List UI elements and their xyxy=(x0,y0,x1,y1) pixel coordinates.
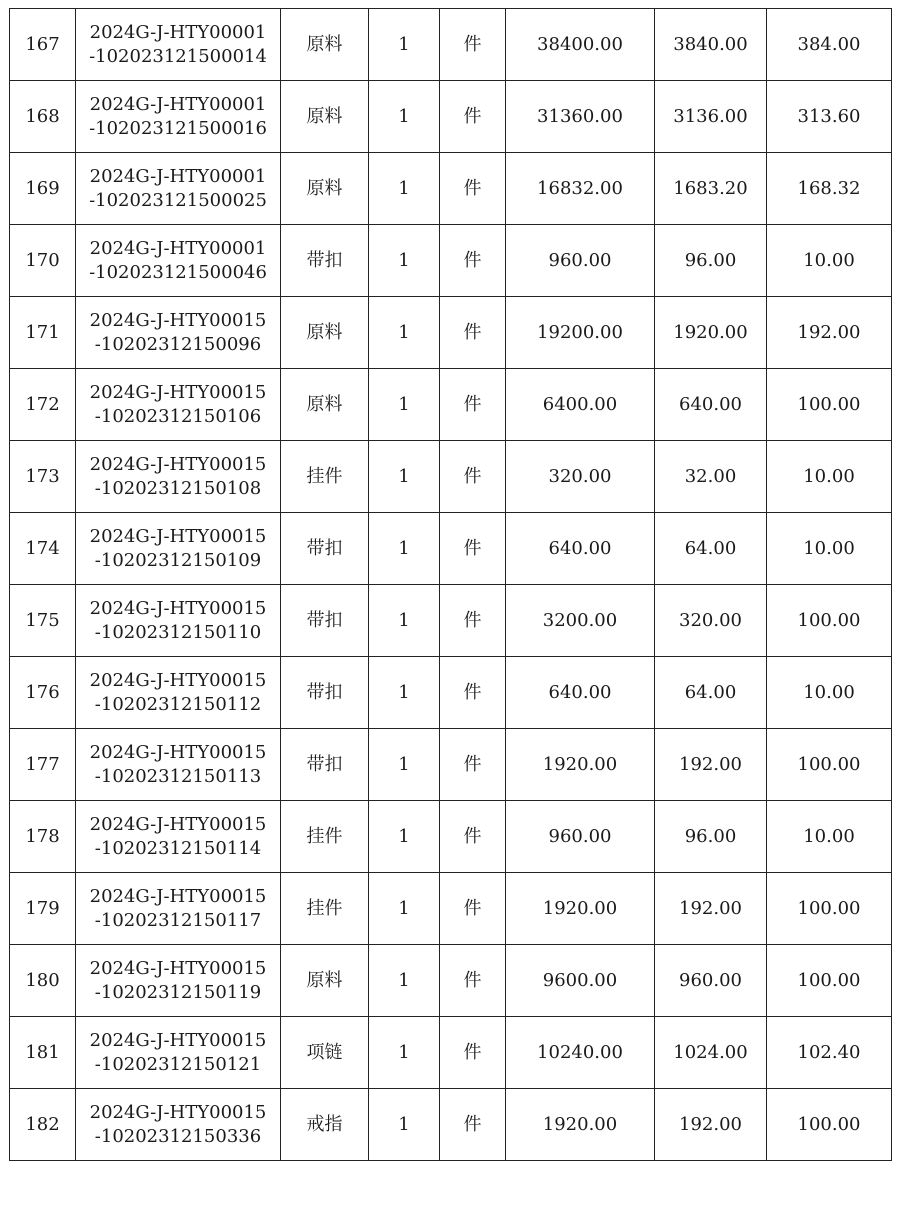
code-cell xyxy=(76,873,281,945)
quantity-cell: 1 xyxy=(369,369,440,441)
value-2-cell: 640.00 xyxy=(655,369,767,441)
table-row xyxy=(10,153,892,225)
code-cell xyxy=(76,513,281,585)
code-line-1: 2024G-J-HTY00015 xyxy=(89,310,267,332)
unit-cell: 件 xyxy=(440,1089,506,1161)
table-row xyxy=(10,225,892,297)
row-number-cell: 181 xyxy=(10,1017,76,1089)
item-name-cell: 原料 xyxy=(281,369,369,441)
value-3-cell: 313.60 xyxy=(767,81,892,153)
code-line-1: 2024G-J-HTY00001 xyxy=(89,166,267,188)
code-cell xyxy=(76,369,281,441)
quantity-cell: 1 xyxy=(369,729,440,801)
item-name-cell: 原料 xyxy=(281,81,369,153)
code-line-2: -102023121500046 xyxy=(89,261,267,283)
value-3-cell: 10.00 xyxy=(767,801,892,873)
table-row xyxy=(10,873,892,945)
code-cell xyxy=(76,9,281,81)
quantity-cell: 1 xyxy=(369,585,440,657)
code-line-1: 2024G-J-HTY00015 xyxy=(89,598,267,620)
item-name-cell: 带扣 xyxy=(281,585,369,657)
code-line-2: -10202312150113 xyxy=(94,765,262,787)
table-row xyxy=(10,585,892,657)
value-3-cell: 100.00 xyxy=(767,729,892,801)
unit-cell: 件 xyxy=(440,801,506,873)
quantity-cell: 1 xyxy=(369,9,440,81)
amount-cell: 3200.00 xyxy=(506,585,655,657)
code-line-2: -102023121500025 xyxy=(89,189,267,211)
code-cell xyxy=(76,801,281,873)
code-line-2: -10202312150336 xyxy=(94,1125,262,1147)
quantity-cell: 1 xyxy=(369,441,440,513)
table-row xyxy=(10,513,892,585)
row-number-cell: 172 xyxy=(10,369,76,441)
unit-cell: 件 xyxy=(440,297,506,369)
table-row xyxy=(10,81,892,153)
code-line-1: 2024G-J-HTY00015 xyxy=(89,1030,267,1052)
table-row xyxy=(10,1089,892,1161)
quantity-cell: 1 xyxy=(369,945,440,1017)
table-row xyxy=(10,801,892,873)
amount-cell: 16832.00 xyxy=(506,153,655,225)
code-line-1: 2024G-J-HTY00015 xyxy=(89,814,267,836)
unit-cell: 件 xyxy=(440,153,506,225)
code-cell xyxy=(76,81,281,153)
row-number-cell: 168 xyxy=(10,81,76,153)
value-2-cell: 64.00 xyxy=(655,513,767,585)
code-line-1: 2024G-J-HTY00015 xyxy=(89,742,267,764)
item-name-cell: 带扣 xyxy=(281,513,369,585)
table-row xyxy=(10,729,892,801)
code-line-2: -10202312150119 xyxy=(94,981,262,1003)
amount-cell: 31360.00 xyxy=(506,81,655,153)
item-name-cell: 带扣 xyxy=(281,225,369,297)
value-2-cell: 1024.00 xyxy=(655,1017,767,1089)
item-name-cell: 挂件 xyxy=(281,873,369,945)
code-line-2: -10202312150117 xyxy=(94,909,262,931)
code-line-2: -10202312150106 xyxy=(94,405,262,427)
unit-cell: 件 xyxy=(440,81,506,153)
value-2-cell: 96.00 xyxy=(655,801,767,873)
code-line-2: -102023121500014 xyxy=(89,45,267,67)
code-line-1: 2024G-J-HTY00015 xyxy=(89,526,267,548)
code-line-1: 2024G-J-HTY00015 xyxy=(89,886,267,908)
quantity-cell: 1 xyxy=(369,657,440,729)
amount-cell: 960.00 xyxy=(506,801,655,873)
quantity-cell: 1 xyxy=(369,873,440,945)
value-3-cell: 10.00 xyxy=(767,657,892,729)
row-number-cell: 171 xyxy=(10,297,76,369)
code-line-2: -102023121500016 xyxy=(89,117,267,139)
code-line-2: -10202312150112 xyxy=(94,693,262,715)
amount-cell: 960.00 xyxy=(506,225,655,297)
value-2-cell: 192.00 xyxy=(655,873,767,945)
code-cell xyxy=(76,729,281,801)
quantity-cell: 1 xyxy=(369,153,440,225)
row-number-cell: 174 xyxy=(10,513,76,585)
item-name-cell: 原料 xyxy=(281,945,369,1017)
code-line-2: -10202312150121 xyxy=(94,1053,262,1075)
table-row xyxy=(10,945,892,1017)
unit-cell: 件 xyxy=(440,873,506,945)
code-line-1: 2024G-J-HTY00015 xyxy=(89,1102,267,1124)
code-line-2: -10202312150110 xyxy=(94,621,262,643)
row-number-cell: 175 xyxy=(10,585,76,657)
code-cell xyxy=(76,441,281,513)
item-name-cell: 原料 xyxy=(281,9,369,81)
unit-cell: 件 xyxy=(440,585,506,657)
code-line-2: -10202312150108 xyxy=(94,477,262,499)
code-line-1: 2024G-J-HTY00015 xyxy=(89,382,267,404)
amount-cell: 38400.00 xyxy=(506,9,655,81)
value-2-cell: 1683.20 xyxy=(655,153,767,225)
value-2-cell: 192.00 xyxy=(655,729,767,801)
row-number-cell: 176 xyxy=(10,657,76,729)
table-row xyxy=(10,369,892,441)
amount-cell: 9600.00 xyxy=(506,945,655,1017)
unit-cell: 件 xyxy=(440,225,506,297)
row-number-cell: 173 xyxy=(10,441,76,513)
value-3-cell: 168.32 xyxy=(767,153,892,225)
value-3-cell: 384.00 xyxy=(767,9,892,81)
code-cell xyxy=(76,297,281,369)
code-line-2: -10202312150096 xyxy=(94,333,262,355)
code-cell xyxy=(76,1017,281,1089)
amount-cell: 640.00 xyxy=(506,513,655,585)
unit-cell: 件 xyxy=(440,441,506,513)
value-3-cell: 100.00 xyxy=(767,585,892,657)
value-2-cell: 64.00 xyxy=(655,657,767,729)
table-row xyxy=(10,297,892,369)
item-name-cell: 带扣 xyxy=(281,657,369,729)
amount-cell: 1920.00 xyxy=(506,729,655,801)
amount-cell: 640.00 xyxy=(506,657,655,729)
code-line-1: 2024G-J-HTY00001 xyxy=(89,22,267,44)
amount-cell: 6400.00 xyxy=(506,369,655,441)
value-2-cell: 1920.00 xyxy=(655,297,767,369)
quantity-cell: 1 xyxy=(369,1089,440,1161)
quantity-cell: 1 xyxy=(369,225,440,297)
row-number-cell: 182 xyxy=(10,1089,76,1161)
item-name-cell: 原料 xyxy=(281,297,369,369)
code-cell xyxy=(76,657,281,729)
code-line-2: -10202312150114 xyxy=(94,837,262,859)
value-3-cell: 100.00 xyxy=(767,873,892,945)
value-2-cell: 960.00 xyxy=(655,945,767,1017)
value-3-cell: 10.00 xyxy=(767,225,892,297)
unit-cell: 件 xyxy=(440,9,506,81)
code-line-1: 2024G-J-HTY00001 xyxy=(89,94,267,116)
item-name-cell: 戒指 xyxy=(281,1089,369,1161)
code-cell xyxy=(76,945,281,1017)
row-number-cell: 170 xyxy=(10,225,76,297)
unit-cell: 件 xyxy=(440,657,506,729)
item-name-cell: 项链 xyxy=(281,1017,369,1089)
items-table xyxy=(9,8,892,1161)
value-3-cell: 10.00 xyxy=(767,441,892,513)
code-cell xyxy=(76,1089,281,1161)
quantity-cell: 1 xyxy=(369,1017,440,1089)
unit-cell: 件 xyxy=(440,513,506,585)
table-row xyxy=(10,9,892,81)
unit-cell: 件 xyxy=(440,729,506,801)
table-row xyxy=(10,657,892,729)
code-cell xyxy=(76,225,281,297)
code-line-1: 2024G-J-HTY00015 xyxy=(89,958,267,980)
unit-cell: 件 xyxy=(440,1017,506,1089)
item-name-cell: 挂件 xyxy=(281,441,369,513)
item-name-cell: 挂件 xyxy=(281,801,369,873)
row-number-cell: 178 xyxy=(10,801,76,873)
value-3-cell: 100.00 xyxy=(767,369,892,441)
quantity-cell: 1 xyxy=(369,513,440,585)
value-3-cell: 100.00 xyxy=(767,1089,892,1161)
amount-cell: 10240.00 xyxy=(506,1017,655,1089)
value-3-cell: 102.40 xyxy=(767,1017,892,1089)
value-3-cell: 10.00 xyxy=(767,513,892,585)
unit-cell: 件 xyxy=(440,369,506,441)
code-line-1: 2024G-J-HTY00015 xyxy=(89,670,267,692)
table-row xyxy=(10,1017,892,1089)
row-number-cell: 177 xyxy=(10,729,76,801)
unit-cell: 件 xyxy=(440,945,506,1017)
quantity-cell: 1 xyxy=(369,801,440,873)
table-body xyxy=(10,9,892,1161)
item-name-cell: 带扣 xyxy=(281,729,369,801)
amount-cell: 1920.00 xyxy=(506,873,655,945)
code-cell xyxy=(76,153,281,225)
table-row xyxy=(10,441,892,513)
value-3-cell: 192.00 xyxy=(767,297,892,369)
value-2-cell: 192.00 xyxy=(655,1089,767,1161)
quantity-cell: 1 xyxy=(369,297,440,369)
amount-cell: 1920.00 xyxy=(506,1089,655,1161)
amount-cell: 19200.00 xyxy=(506,297,655,369)
amount-cell: 320.00 xyxy=(506,441,655,513)
value-2-cell: 3136.00 xyxy=(655,81,767,153)
value-2-cell: 96.00 xyxy=(655,225,767,297)
row-number-cell: 180 xyxy=(10,945,76,1017)
quantity-cell: 1 xyxy=(369,81,440,153)
row-number-cell: 179 xyxy=(10,873,76,945)
value-3-cell: 100.00 xyxy=(767,945,892,1017)
item-name-cell: 原料 xyxy=(281,153,369,225)
code-line-2: -10202312150109 xyxy=(94,549,262,571)
value-2-cell: 3840.00 xyxy=(655,9,767,81)
code-cell xyxy=(76,585,281,657)
code-line-1: 2024G-J-HTY00015 xyxy=(89,454,267,476)
code-line-1: 2024G-J-HTY00001 xyxy=(89,238,267,260)
row-number-cell: 167 xyxy=(10,9,76,81)
value-2-cell: 320.00 xyxy=(655,585,767,657)
value-2-cell: 32.00 xyxy=(655,441,767,513)
row-number-cell: 169 xyxy=(10,153,76,225)
